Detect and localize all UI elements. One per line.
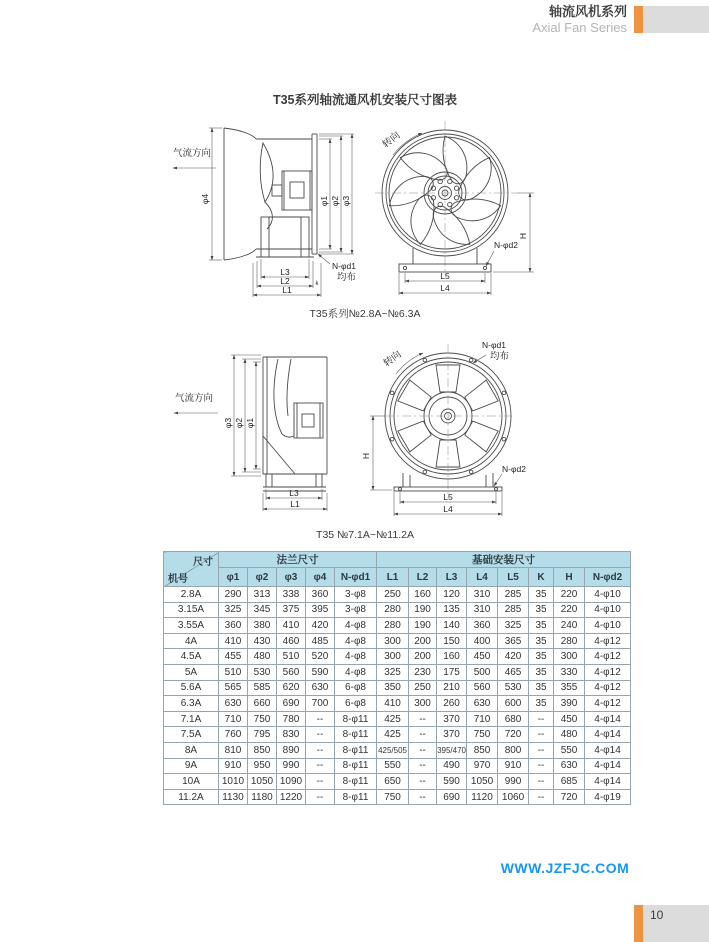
value-cell: 210	[437, 680, 467, 696]
value-cell: 410	[377, 696, 409, 712]
value-cell: 420	[306, 618, 335, 634]
value-cell: 135	[437, 602, 467, 618]
value-cell: 4-φ12	[585, 649, 631, 665]
dim-phi4: φ4	[200, 193, 210, 205]
value-cell: 35	[529, 633, 554, 649]
base-holes-label: N-φd2	[502, 464, 526, 474]
value-cell: 285	[498, 602, 529, 618]
value-cell: 410	[219, 633, 248, 649]
value-cell: 500	[467, 664, 498, 680]
header-accent-bar	[634, 6, 643, 33]
table-row	[164, 587, 631, 603]
table-row	[164, 696, 631, 712]
dimension-annotations	[174, 340, 526, 516]
value-cell: 350	[377, 680, 409, 696]
value-cell: 630	[219, 696, 248, 712]
col-header: L2	[409, 568, 437, 587]
value-cell: 585	[248, 680, 277, 696]
series-title-en: Axial Fan Series	[532, 20, 627, 36]
value-cell: 280	[377, 602, 409, 618]
value-cell: --	[306, 789, 335, 805]
value-cell: 530	[498, 680, 529, 696]
value-cell: 750	[467, 727, 498, 743]
front-view-large-fan	[385, 344, 512, 498]
value-cell: 1050	[248, 774, 277, 790]
group-header-flange: 法兰尺寸	[219, 552, 377, 568]
value-cell: 325	[498, 618, 529, 634]
dim-phi2: φ2	[330, 195, 340, 207]
value-cell: 365	[498, 633, 529, 649]
dim-L4: L4	[443, 504, 453, 514]
value-cell: 4-φ10	[585, 602, 631, 618]
model-cell: 2.8A	[164, 587, 219, 603]
value-cell: 830	[277, 727, 306, 743]
value-cell: 630	[306, 680, 335, 696]
value-cell: 360	[467, 618, 498, 634]
model-cell: 5.6A	[164, 680, 219, 696]
website-url: WWW.JZFJC.COM	[500, 860, 630, 876]
value-cell: 750	[248, 711, 277, 727]
value-cell: 395/470	[437, 742, 467, 758]
page-number: 10	[650, 908, 664, 922]
side-view-large-fan	[263, 357, 327, 491]
value-cell: 480	[554, 727, 585, 743]
value-cell: 390	[554, 696, 585, 712]
value-cell: 6-φ8	[335, 696, 377, 712]
flange-holes-note: 均布	[337, 272, 357, 283]
value-cell: 710	[467, 711, 498, 727]
col-header: L3	[437, 568, 467, 587]
value-cell: --	[306, 711, 335, 727]
value-cell: 600	[498, 696, 529, 712]
col-header: N-φd2	[585, 568, 631, 587]
value-cell: 8-φ11	[335, 711, 377, 727]
model-cell: 8A	[164, 742, 219, 758]
col-header: L1	[377, 568, 409, 587]
table-row	[164, 742, 631, 758]
col-header: N-φd1	[335, 568, 377, 587]
dim-phi1: φ1	[245, 417, 255, 429]
value-cell: 8-φ11	[335, 727, 377, 743]
col-header: L5	[498, 568, 529, 587]
table-row	[164, 602, 631, 618]
value-cell: 160	[409, 587, 437, 603]
col-header: φ4	[306, 568, 335, 587]
dim-k: k	[315, 281, 319, 287]
value-cell: 4-φ12	[585, 633, 631, 649]
table-row	[164, 664, 631, 680]
value-cell: 485	[306, 633, 335, 649]
value-cell: --	[529, 742, 554, 758]
value-cell: 550	[554, 742, 585, 758]
value-cell: 1060	[498, 789, 529, 805]
value-cell: 1180	[248, 789, 277, 805]
table-row	[164, 774, 631, 790]
model-cell: 9A	[164, 758, 219, 774]
diagram-large-fans	[160, 326, 560, 526]
value-cell: 910	[498, 758, 529, 774]
value-cell: 35	[529, 696, 554, 712]
value-cell: 630	[554, 758, 585, 774]
value-cell: 510	[219, 664, 248, 680]
model-cell: 7.1A	[164, 711, 219, 727]
value-cell: 325	[219, 602, 248, 618]
value-cell: 410	[277, 618, 306, 634]
value-cell: 590	[306, 664, 335, 680]
flange-holes-label: N-φd1	[332, 261, 356, 271]
value-cell: 310	[467, 587, 498, 603]
series-title-cn: 轴流风机系列	[548, 4, 627, 19]
value-cell: 1010	[219, 774, 248, 790]
value-cell: 520	[306, 649, 335, 665]
value-cell: --	[409, 742, 437, 758]
value-cell: 300	[377, 633, 409, 649]
group-header-foundation: 基础安装尺寸	[377, 552, 631, 568]
value-cell: 425	[377, 711, 409, 727]
value-cell: 220	[554, 602, 585, 618]
value-cell: 720	[498, 727, 529, 743]
value-cell: 970	[467, 758, 498, 774]
front-view-small-fan	[375, 121, 517, 275]
table-row	[164, 727, 631, 743]
value-cell: 338	[277, 587, 306, 603]
value-cell: 4-φ10	[585, 618, 631, 634]
value-cell: 8-φ11	[335, 758, 377, 774]
dimension-table	[163, 551, 631, 805]
value-cell: 465	[498, 664, 529, 680]
value-cell: --	[409, 758, 437, 774]
value-cell: 1090	[277, 774, 306, 790]
model-cell: 7.5A	[164, 727, 219, 743]
value-cell: --	[306, 774, 335, 790]
value-cell: 140	[437, 618, 467, 634]
value-cell: 370	[437, 711, 467, 727]
value-cell: 420	[498, 649, 529, 665]
dim-phi1: φ1	[319, 195, 329, 207]
corner-header-cell	[164, 552, 219, 587]
value-cell: 510	[277, 649, 306, 665]
value-cell: 490	[437, 758, 467, 774]
value-cell: 4-φ10	[585, 587, 631, 603]
col-header: φ2	[248, 568, 277, 587]
spec-table-body	[164, 587, 631, 805]
corner-label-size: 尺寸	[193, 557, 213, 568]
value-cell: 360	[219, 618, 248, 634]
value-cell: 8-φ11	[335, 789, 377, 805]
table-row	[164, 618, 631, 634]
value-cell: 650	[377, 774, 409, 790]
value-cell: 290	[219, 587, 248, 603]
value-cell: 300	[554, 649, 585, 665]
value-cell: 190	[409, 618, 437, 634]
value-cell: 4-φ14	[585, 742, 631, 758]
value-cell: 760	[219, 727, 248, 743]
dim-L4: L4	[440, 283, 450, 293]
value-cell: 375	[277, 602, 306, 618]
value-cell: --	[306, 758, 335, 774]
value-cell: 455	[219, 649, 248, 665]
value-cell: 590	[437, 774, 467, 790]
value-cell: 4-φ8	[335, 664, 377, 680]
value-cell: 1120	[467, 789, 498, 805]
value-cell: 620	[277, 680, 306, 696]
value-cell: 690	[277, 696, 306, 712]
value-cell: 1220	[277, 789, 306, 805]
value-cell: 250	[409, 680, 437, 696]
value-cell: 1130	[219, 789, 248, 805]
value-cell: 450	[467, 649, 498, 665]
value-cell: 230	[409, 664, 437, 680]
value-cell: 300	[409, 696, 437, 712]
model-cell: 5A	[164, 664, 219, 680]
table-row	[164, 758, 631, 774]
value-cell: 550	[377, 758, 409, 774]
dim-L1: L1	[290, 499, 300, 509]
value-cell: 780	[277, 711, 306, 727]
value-cell: 480	[248, 649, 277, 665]
value-cell: 280	[377, 618, 409, 634]
value-cell: 8-φ11	[335, 742, 377, 758]
value-cell: 4-φ14	[585, 727, 631, 743]
model-cell: 6.3A	[164, 696, 219, 712]
model-cell: 11.2A	[164, 789, 219, 805]
dim-H: H	[361, 452, 371, 460]
value-cell: 4-φ14	[585, 758, 631, 774]
value-cell: 35	[529, 587, 554, 603]
value-cell: 720	[554, 789, 585, 805]
value-cell: 400	[467, 633, 498, 649]
table-row	[164, 789, 631, 805]
value-cell: 430	[248, 633, 277, 649]
value-cell: 910	[219, 758, 248, 774]
diagram-small-fans	[160, 105, 560, 305]
value-cell: 285	[498, 587, 529, 603]
value-cell: --	[409, 774, 437, 790]
value-cell: 810	[219, 742, 248, 758]
value-cell: 325	[377, 664, 409, 680]
value-cell: 4-φ19	[585, 789, 631, 805]
value-cell: 200	[409, 649, 437, 665]
value-cell: 990	[498, 774, 529, 790]
col-header: K	[529, 568, 554, 587]
value-cell: 35	[529, 664, 554, 680]
dim-L1: L1	[282, 285, 292, 295]
value-cell: 175	[437, 664, 467, 680]
value-cell: 220	[554, 587, 585, 603]
value-cell: 690	[437, 789, 467, 805]
dim-H: H	[518, 232, 528, 240]
value-cell: 395	[306, 602, 335, 618]
value-cell: 4-φ12	[585, 696, 631, 712]
table-row	[164, 711, 631, 727]
caption-small-range: T35系列№2.8A~№6.3A	[309, 308, 421, 320]
flange-holes-note: 均布	[490, 351, 510, 362]
value-cell: 4-φ14	[585, 711, 631, 727]
value-cell: 35	[529, 680, 554, 696]
value-cell: 3-φ8	[335, 602, 377, 618]
side-view-small-fan	[224, 128, 317, 260]
model-cell: 3.15A	[164, 602, 219, 618]
value-cell: --	[529, 789, 554, 805]
dim-L3: L3	[289, 488, 299, 498]
value-cell: 355	[554, 680, 585, 696]
value-cell: 950	[248, 758, 277, 774]
value-cell: 795	[248, 727, 277, 743]
value-cell: 280	[554, 633, 585, 649]
dim-phi2: φ2	[234, 417, 244, 429]
value-cell: 8-φ11	[335, 774, 377, 790]
value-cell: 310	[467, 602, 498, 618]
value-cell: 565	[219, 680, 248, 696]
col-header: φ1	[219, 568, 248, 587]
value-cell: --	[409, 727, 437, 743]
value-cell: 850	[248, 742, 277, 758]
value-cell: 450	[554, 711, 585, 727]
value-cell: 800	[498, 742, 529, 758]
dim-L5: L5	[443, 492, 453, 502]
value-cell: 4-φ8	[335, 618, 377, 634]
corner-label-model: 机号	[168, 574, 188, 585]
caption-large-range: T35 №7.1A~№11.2A	[316, 529, 414, 541]
value-cell: 160	[437, 649, 467, 665]
col-header: H	[554, 568, 585, 587]
value-cell: 345	[248, 602, 277, 618]
value-cell: 4-φ12	[585, 680, 631, 696]
value-cell: --	[306, 742, 335, 758]
page-header	[532, 4, 627, 37]
model-cell: 10A	[164, 774, 219, 790]
flange-holes-label: N-φd1	[482, 340, 506, 350]
value-cell: 680	[498, 711, 529, 727]
value-cell: 150	[437, 633, 467, 649]
table-row	[164, 633, 631, 649]
value-cell: 35	[529, 618, 554, 634]
value-cell: 4-φ12	[585, 664, 631, 680]
value-cell: 560	[277, 664, 306, 680]
dim-phi3: φ3	[223, 417, 233, 429]
value-cell: 425/505	[377, 742, 409, 758]
value-cell: 4-φ8	[335, 649, 377, 665]
value-cell: 4-φ8	[335, 633, 377, 649]
value-cell: --	[306, 727, 335, 743]
value-cell: 360	[306, 587, 335, 603]
value-cell: 630	[467, 696, 498, 712]
value-cell: 370	[437, 727, 467, 743]
rotation-label: 转向	[380, 129, 403, 151]
value-cell: --	[409, 789, 437, 805]
value-cell: 1050	[467, 774, 498, 790]
value-cell: 890	[277, 742, 306, 758]
value-cell: 850	[467, 742, 498, 758]
value-cell: 260	[437, 696, 467, 712]
section-title: T35系列轴流通风机安装尺寸图表	[272, 93, 458, 107]
header-gray-bar	[643, 6, 709, 33]
value-cell: 3-φ8	[335, 587, 377, 603]
model-cell: 4.5A	[164, 649, 219, 665]
col-header: φ3	[277, 568, 306, 587]
value-cell: 660	[248, 696, 277, 712]
value-cell: 380	[248, 618, 277, 634]
value-cell: 6-φ8	[335, 680, 377, 696]
value-cell: --	[529, 758, 554, 774]
value-cell: 750	[377, 789, 409, 805]
footer-accent-bar	[634, 905, 643, 942]
value-cell: --	[409, 711, 437, 727]
table-row	[164, 680, 631, 696]
rotation-label: 转向	[381, 348, 404, 370]
value-cell: 530	[248, 664, 277, 680]
model-cell: 3.55A	[164, 618, 219, 634]
dim-L2: L2	[280, 276, 290, 286]
col-header: L4	[467, 568, 498, 587]
value-cell: 190	[409, 602, 437, 618]
dim-L3: L3	[280, 267, 290, 277]
value-cell: 710	[219, 711, 248, 727]
airflow-label: 气流方向	[174, 393, 214, 404]
value-cell: 330	[554, 664, 585, 680]
value-cell: 460	[277, 633, 306, 649]
table-row	[164, 649, 631, 665]
value-cell: 300	[377, 649, 409, 665]
base-holes-label: N-φd2	[494, 240, 518, 250]
value-cell: --	[529, 711, 554, 727]
dim-L5: L5	[440, 271, 450, 281]
value-cell: 700	[306, 696, 335, 712]
value-cell: 685	[554, 774, 585, 790]
value-cell: 250	[377, 587, 409, 603]
value-cell: 35	[529, 649, 554, 665]
airflow-label: 气流方向	[172, 148, 212, 159]
value-cell: 313	[248, 587, 277, 603]
value-cell: 425	[377, 727, 409, 743]
dim-phi3: φ3	[341, 195, 351, 207]
value-cell: 35	[529, 602, 554, 618]
value-cell: 120	[437, 587, 467, 603]
value-cell: 200	[409, 633, 437, 649]
value-cell: 990	[277, 758, 306, 774]
value-cell: --	[529, 774, 554, 790]
value-cell: 240	[554, 618, 585, 634]
model-cell: 4A	[164, 633, 219, 649]
value-cell: --	[529, 727, 554, 743]
value-cell: 560	[467, 680, 498, 696]
value-cell: 4-φ14	[585, 774, 631, 790]
